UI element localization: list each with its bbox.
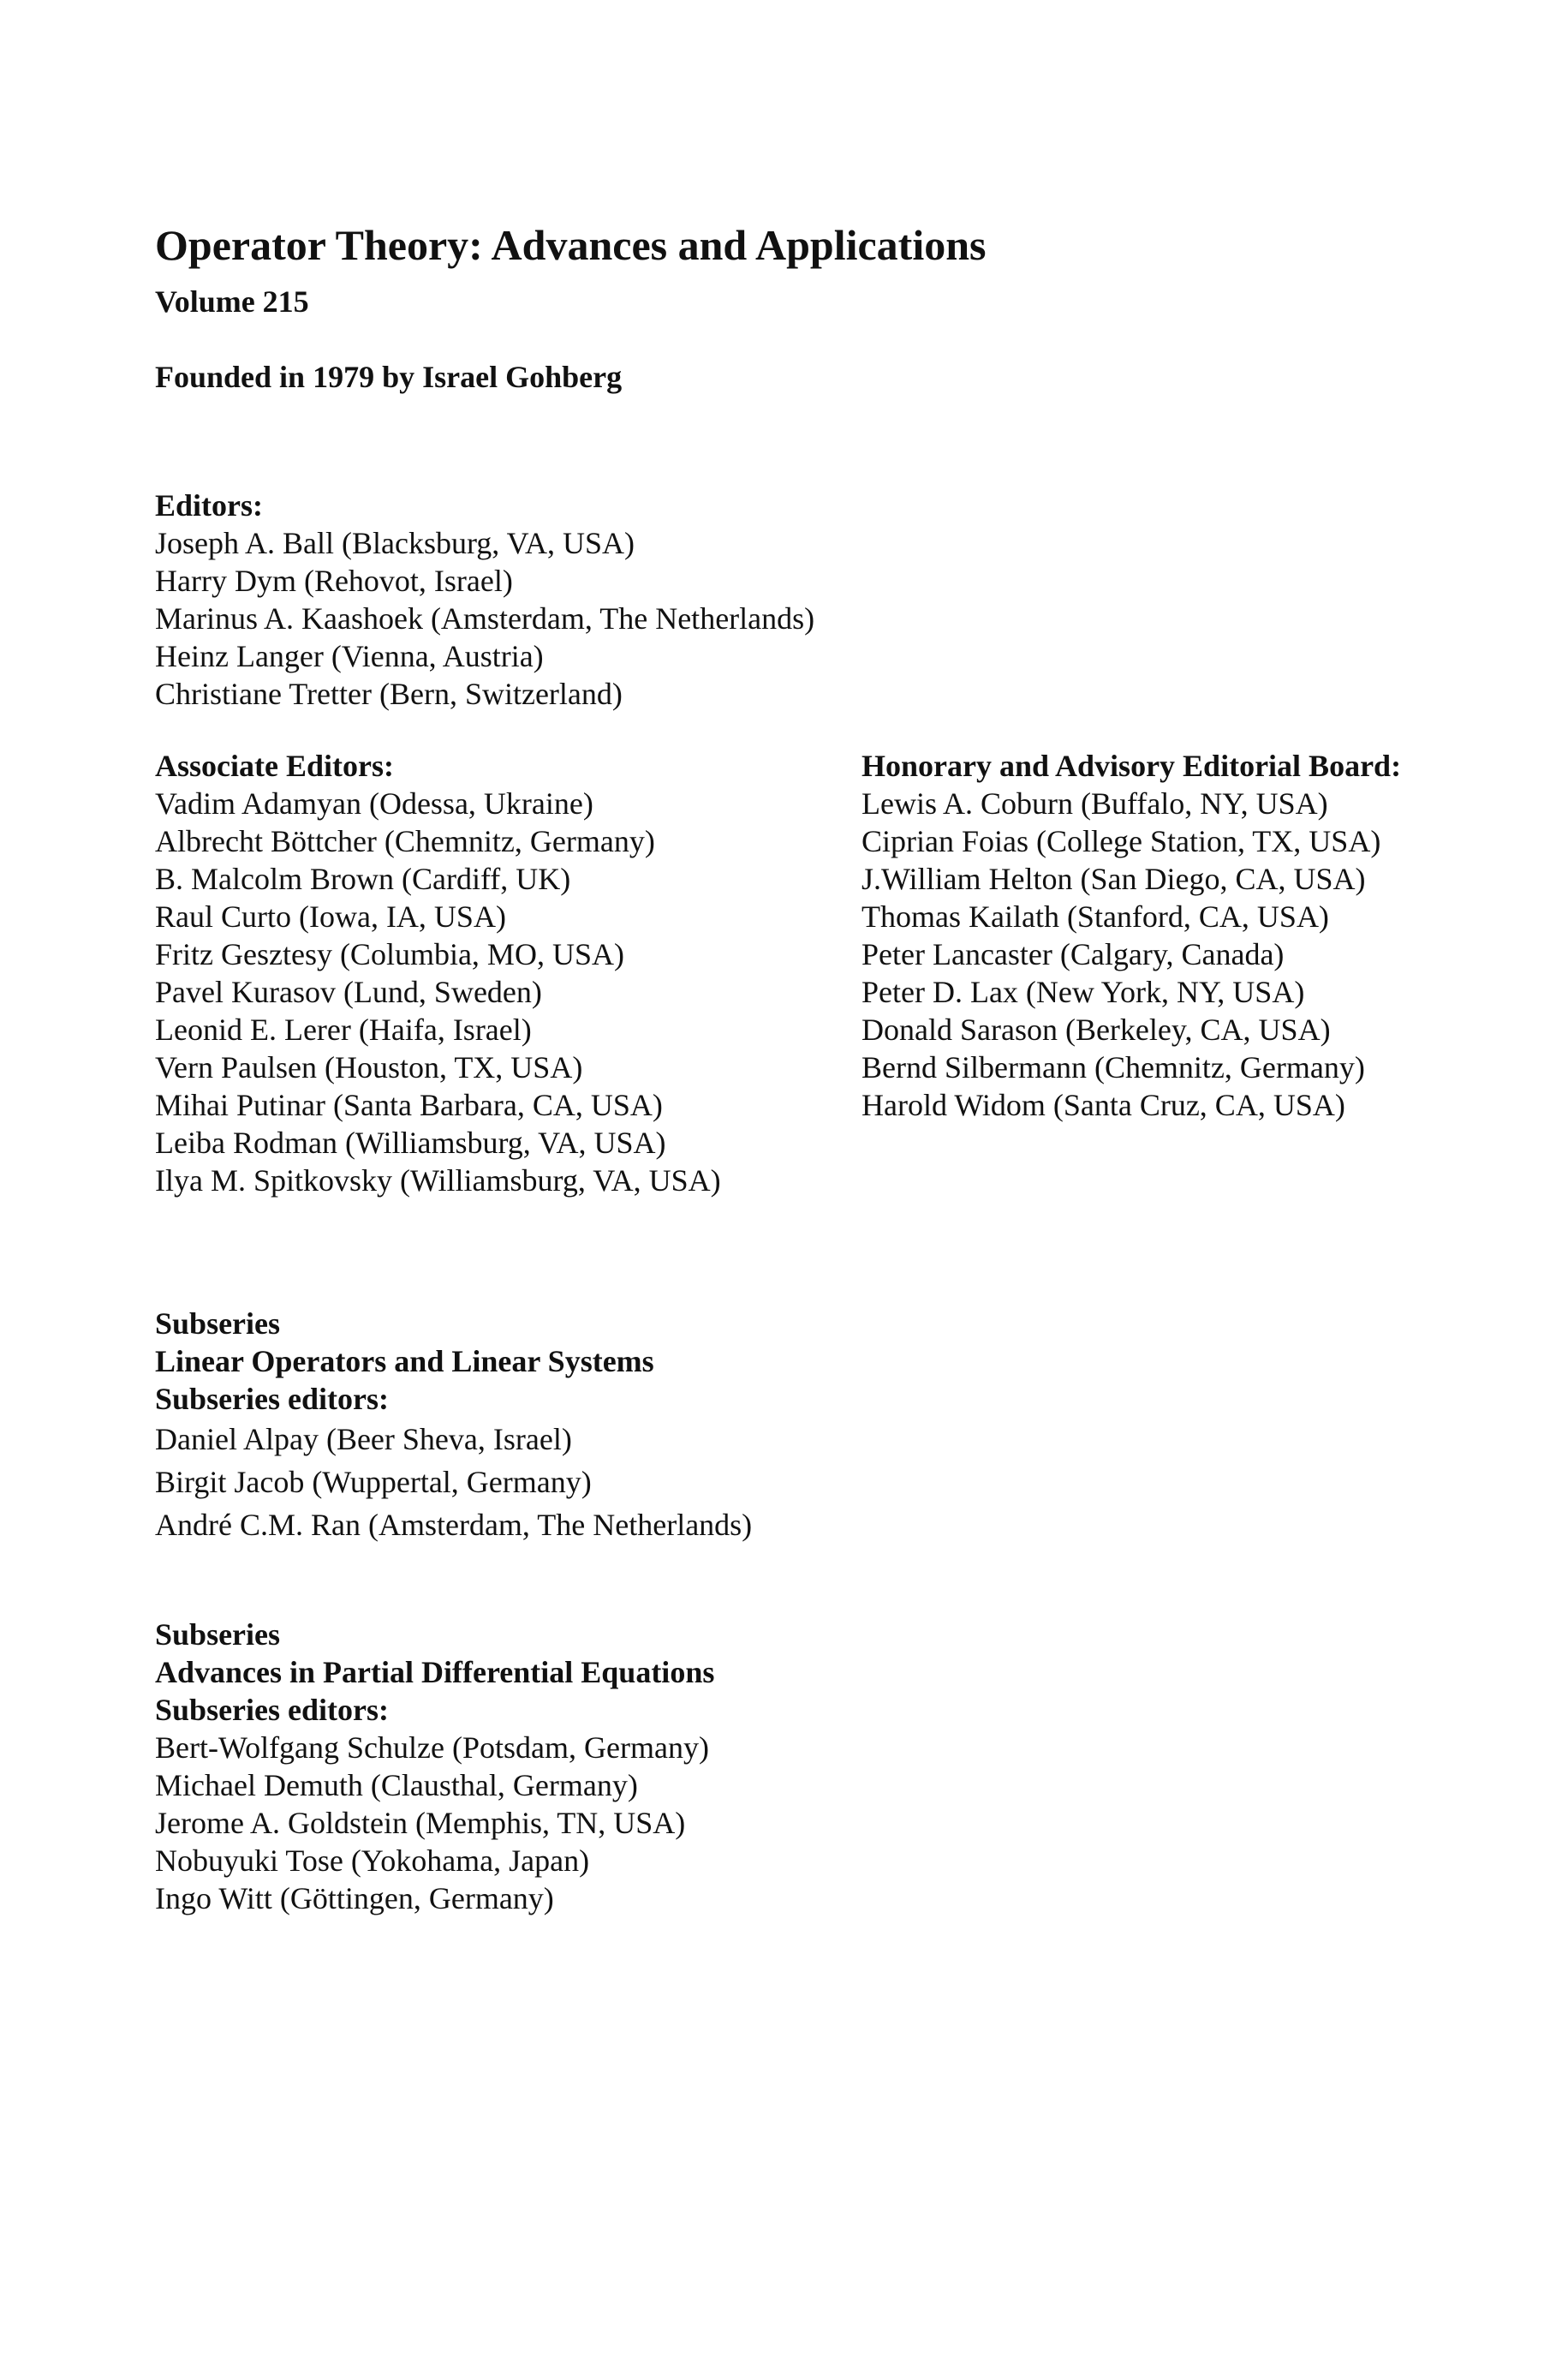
list-item: Birgit Jacob (Wuppertal, Germany) (155, 1465, 592, 1499)
list-item: Ingo Witt (Göttingen, Germany) (155, 1881, 554, 1915)
list-item: Daniel Alpay (Beer Sheva, Israel) (155, 1422, 572, 1456)
list-item: Vadim Adamyan (Odessa, Ukraine) (155, 786, 593, 821)
list-item: Heinz Langer (Vienna, Austria) (155, 639, 544, 673)
subseries-pde (155, 1616, 714, 1917)
list-item: Marinus A. Kaashoek (Amsterdam, The Netherlands) (155, 601, 815, 636)
subseries-title: Linear Operators and Linear Systems (155, 1344, 654, 1378)
list-item: Ciprian Foias (College Station, TX, USA) (862, 824, 1381, 858)
list-item: Bernd Silbermann (Chemnitz, Germany) (862, 1050, 1365, 1084)
list-item: Pavel Kurasov (Lund, Sweden) (155, 975, 542, 1009)
list-item: Ilya M. Spitkovsky (Williamsburg, VA, USA) (155, 1163, 721, 1198)
volume-number: Volume 215 (155, 284, 309, 319)
list-item: Leiba Rodman (Williamsburg, VA, USA) (155, 1126, 666, 1160)
list-item: Lewis A. Coburn (Buffalo, NY, USA) (862, 786, 1328, 821)
honorary-board-heading: Honorary and Advisory Editorial Board: (862, 749, 1402, 783)
associate-editors-list (155, 785, 721, 1199)
subseries-label: Subseries (155, 1306, 281, 1341)
list-item: Raul Curto (Iowa, IA, USA) (155, 899, 506, 934)
subseries-linear-operators (155, 1305, 752, 1546)
list-item: Leonid E. Lerer (Haifa, Israel) (155, 1013, 532, 1047)
subseries-editors-list (155, 1418, 752, 1546)
honorary-board-list (862, 785, 1401, 1124)
list-item: Harold Widom (Santa Cruz, CA, USA) (862, 1088, 1345, 1122)
list-item: B. Malcolm Brown (Cardiff, UK) (155, 862, 571, 896)
editors-heading: Editors: (155, 488, 263, 523)
list-item: Nobuyuki Tose (Yokohama, Japan) (155, 1843, 590, 1878)
list-item: Jerome A. Goldstein (Memphis, TN, USA) (155, 1806, 686, 1840)
subseries-label: Subseries (155, 1617, 281, 1652)
associate-editors-section (155, 747, 721, 1199)
series-title: Operator Theory: Advances and Applications (155, 221, 987, 269)
list-item: Peter Lancaster (Calgary, Canada) (862, 937, 1285, 971)
list-item: Mihai Putinar (Santa Barbara, CA, USA) (155, 1088, 663, 1122)
list-item: Albrecht Böttcher (Chemnitz, Germany) (155, 824, 655, 858)
list-item: J.William Helton (San Diego, CA, USA) (862, 862, 1366, 896)
list-item: Harry Dym (Rehovot, Israel) (155, 564, 513, 598)
list-item: Peter D. Lax (New York, NY, USA) (862, 975, 1305, 1009)
list-item: Fritz Gesztesy (Columbia, MO, USA) (155, 937, 624, 971)
editors-section (155, 487, 814, 713)
list-item: Bert-Wolfgang Schulze (Potsdam, Germany) (155, 1730, 709, 1765)
list-item: Christiane Tretter (Bern, Switzerland) (155, 677, 623, 711)
honorary-board-section (862, 747, 1401, 1124)
subseries-editors-list (155, 1729, 714, 1917)
list-item: Thomas Kailath (Stanford, CA, USA) (862, 899, 1329, 934)
list-item: Vern Paulsen (Houston, TX, USA) (155, 1050, 583, 1084)
list-item: Michael Demuth (Clausthal, Germany) (155, 1768, 638, 1802)
subseries-editors-heading: Subseries editors: (155, 1382, 389, 1416)
subseries-title: Advances in Partial Differential Equations (155, 1655, 715, 1689)
subseries-editors-heading: Subseries editors: (155, 1693, 389, 1727)
list-item: André C.M. Ran (Amsterdam, The Netherlands) (155, 1508, 753, 1542)
associate-editors-heading: Associate Editors: (155, 749, 394, 783)
founded-note: Founded in 1979 by Israel Gohberg (155, 360, 623, 394)
editors-list (155, 524, 814, 713)
list-item: Joseph A. Ball (Blacksburg, VA, USA) (155, 526, 635, 560)
list-item: Donald Sarason (Berkeley, CA, USA) (862, 1013, 1331, 1047)
